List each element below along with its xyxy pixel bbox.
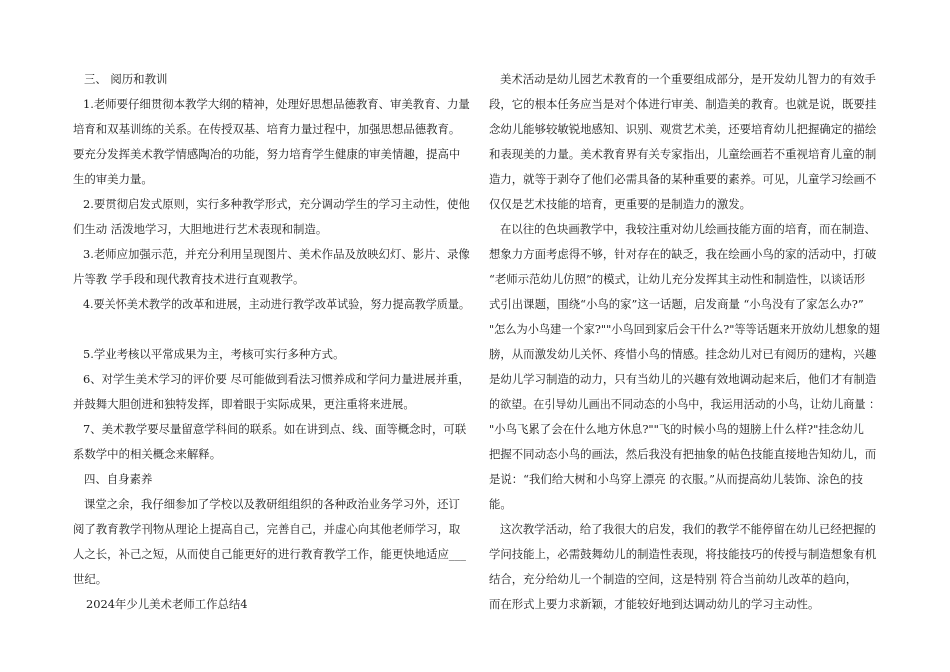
paragraph-line: 培育和双基训练的关系。在传授双基、培育力量过程中，加强思想品德教育。 bbox=[73, 122, 461, 136]
paragraph-line: 6、对学生美术学习的评价要 尽可能做到看法习惯养成和学问力量进展并重， bbox=[83, 372, 470, 386]
paragraph-line: 的欲望。在引导幼儿画出不同动态的小鸟中，我运用活动的小鸟，让幼儿商量 ： bbox=[489, 397, 881, 411]
paragraph-line: 1.老师要仔细贯彻本教学大纲的精神，处理好思想品德教育、审美教育、力量 bbox=[83, 97, 470, 111]
paragraph-line: 把握不同动态小鸟的画法，然后我没有把抽象的帖色技能直接地告知幼儿，而 bbox=[489, 447, 877, 461]
paragraph-line: 4.要关怀美术教学的改革和进展，主动进行教学改革试验，努力提高教学质量。 bbox=[83, 297, 471, 311]
paragraph-line: 们生动 活泼地学习，大胆地进行艺术表现和制造。 bbox=[73, 222, 328, 236]
paragraph-line: 要充分发挥美术教学情感陶冶的功能，努力培育学生健康的审美情趣，提高中 bbox=[73, 147, 461, 161]
paragraph-line: 片等教 学手段和现代教育技术进行直观教学。 bbox=[73, 272, 305, 286]
paragraph-line: 式引出课题，围绕“小鸟的家”这一话题，启发商量 “小鸟没有了家怎么办?” bbox=[489, 297, 864, 311]
paragraph-line: 段，它的根本任务应当是对个体进行审美、制造美的教育。也就是说，既要挂 bbox=[489, 97, 877, 111]
paragraph-line: 3.老师应加强示范，并充分利用呈现图片、美术作品及放映幻灯、影片、录像 bbox=[83, 247, 470, 261]
paragraph-line: “老师示范幼儿仿照”的模式，让幼儿充分发挥其主动性和制造性，以谈话形 bbox=[489, 272, 866, 286]
paragraph-line: 造力，就等于剥夺了他们必需具备的某种重要的素养。可见，儿童学习绘画不 bbox=[489, 172, 877, 186]
document-title: 2024年少儿美术老师工作总结4 bbox=[86, 597, 248, 611]
paragraph-line: 世纪。 bbox=[73, 572, 108, 586]
paragraph-line: 课堂之余，我仔细参加了学校以及教研组组织的各种政治业务学习外，还订 bbox=[84, 497, 460, 511]
paragraph-line: 生的审美力量。 bbox=[73, 172, 153, 186]
paragraph-line: 系数学中的相关概念来解释。 bbox=[73, 447, 222, 461]
paragraph-line: "小鸟飞累了会在什么地方休息?""飞的时候小鸟的翅膀上什么样?"挂念幼儿 bbox=[489, 422, 864, 436]
paragraph-line: 学问技能上，必需鼓舞幼儿的制造性表现，将技能技巧的传授与制造想象有机 bbox=[489, 547, 877, 561]
paragraph-line: 膀，从而激发幼儿关怀、疼惜小鸟的情感。挂念幼儿对已有阅历的建构，兴趣 bbox=[489, 347, 877, 361]
paragraph-line: 是幼儿学习制造的动力，只有当幼儿的兴趣有效地调动起来后，他们才有制造 bbox=[489, 372, 877, 386]
paragraph-line: "怎么为小鸟建一个家?""小鸟回到家后会干什么?"等等话题来开放幼儿想象的翅 bbox=[489, 322, 880, 336]
section-heading-experience: 三、 阅历和教训 bbox=[84, 72, 168, 86]
paragraph-line: 是说：“我们给大树和小鸟穿上漂亮 的衣服。”从而提高幼儿装饰、涂色的技 bbox=[489, 472, 864, 486]
paragraph-line: 和表现美的力量。美术教育界有关专家指出，儿童绘画若不重视培育儿童的制 bbox=[489, 147, 877, 161]
section-heading-self-quality: 四、自身素养 bbox=[84, 472, 153, 486]
paragraph-line: 7、美术教学要尽量留意学科间的联系。如在讲到点、线、面等概念时，可联 bbox=[83, 422, 467, 436]
paragraph-line: 能。 bbox=[489, 497, 512, 511]
paragraph-line: 2.要贯彻启发式原则，实行多种教学形式，充分调动学生的学习主动性，使他 bbox=[83, 197, 470, 211]
paragraph-line: 人之长，补己之短，从而使自己能更好的进行教育教学工作，能更快地适应___ bbox=[73, 547, 466, 561]
paragraph-line: 在以往的色块画教学中，我较注重对幼儿绘画技能方面的培育，而在制造、 bbox=[500, 222, 876, 236]
paragraph-line: 想象力方面考虑得不够，针对存在的缺乏，我在绘画小鸟的家的活动中，打破 bbox=[489, 247, 877, 261]
paragraph-line: 5.学业考核以平常成果为主，考核可实行多种方式。 bbox=[83, 347, 345, 361]
paragraph-line: 念幼儿能够较敏锐地感知、识别、观赏艺术美，还要培育幼儿把握确定的描绘 bbox=[489, 122, 877, 136]
paragraph-line: 美术活动是幼儿园艺术教育的一个重要组成部分，是开发幼儿智力的有效手 bbox=[500, 72, 876, 86]
paragraph-line: 并鼓舞大胆创进和独特发挥，即着眼于实际成果，更注重将来进展。 bbox=[73, 397, 415, 411]
paragraph-line: 而在形式上要力求新颖，才能较好地到达调动幼儿的学习主动性。 bbox=[489, 597, 820, 611]
paragraph-line: 阅了教育教学刊物从理论上提高自己，完善自己，并虚心向其他老师学习，取 bbox=[73, 522, 461, 536]
paragraph-line: 仅仅是艺术技能的培育，更重要的是制造力的激发。 bbox=[489, 197, 751, 211]
paragraph-line: 这次教学活动，给了我很大的启发，我们的教学不能停留在幼儿已经把握的 bbox=[500, 522, 876, 536]
paragraph-line: 结合，充分给幼儿一个制造的空间，这是特别 符合当前幼儿改革的趋向， bbox=[489, 572, 858, 586]
